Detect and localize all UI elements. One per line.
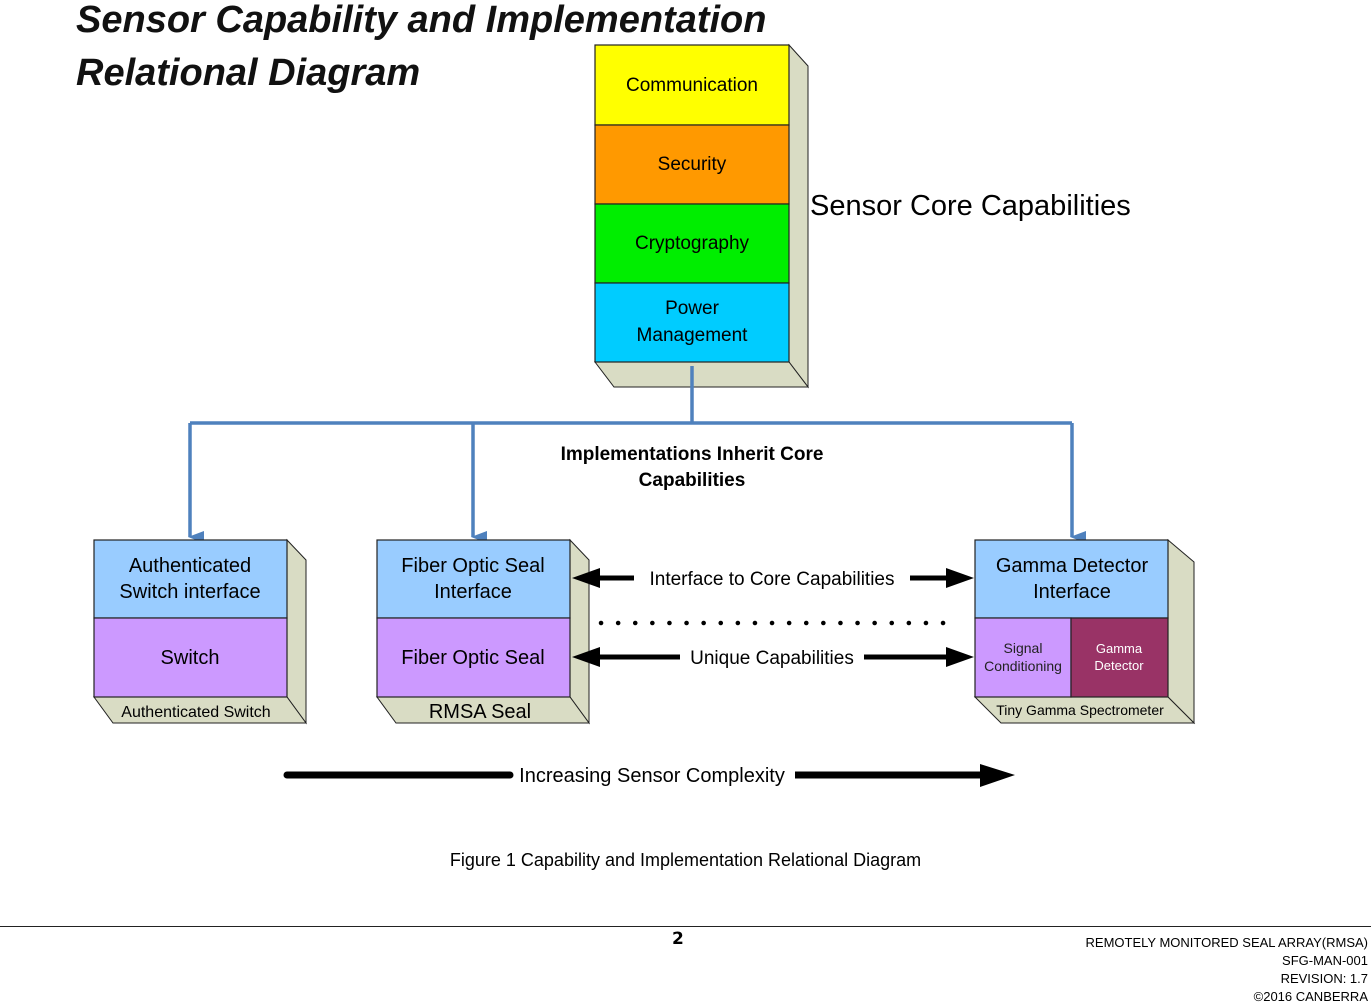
impl-box-side	[287, 540, 306, 723]
core-capabilities-label: Sensor Core Capabilities	[810, 190, 1131, 222]
footer-line-3: REVISION: 1.7	[1280, 971, 1368, 986]
core-layer-power-management	[595, 283, 789, 362]
interface-connector-label: Interface to Core Capabilities	[649, 569, 895, 590]
interface-block	[94, 540, 287, 618]
unique-label: Fiber Optic Seal	[401, 647, 545, 669]
interface-label-line-1: Fiber Optic Seal	[401, 555, 545, 577]
core-stack	[595, 45, 808, 387]
footer-line-1: REMOTELY MONITORED SEAL ARRAY(RMSA)	[1085, 935, 1368, 950]
inherit-label-line-2: Capabilities	[638, 470, 746, 491]
interface-label-line-1: Authenticated	[128, 555, 252, 577]
unique-label: Switch	[160, 647, 220, 669]
signal-conditioning-label-line-2: Conditioning	[984, 658, 1062, 674]
core-label-management: Management	[636, 325, 748, 346]
interface-block	[377, 540, 570, 618]
interface-label-line-1: Gamma Detector	[995, 555, 1149, 577]
interface-label-line-2: Switch interface	[119, 581, 261, 603]
core-stack-side	[789, 45, 808, 387]
interface-connector-right-head	[946, 568, 974, 588]
core-label-cryptography: Cryptography	[634, 233, 750, 254]
core-label-power: Power	[665, 298, 719, 319]
implementation-rmsa-seal	[377, 540, 589, 723]
impl-box-side	[570, 540, 589, 723]
implementation-base-label: RMSA Seal	[428, 701, 532, 723]
interface-block	[975, 540, 1168, 618]
implementation-authenticated-switch	[94, 540, 306, 723]
page-number: 2	[672, 929, 684, 949]
complexity-arrow-head	[980, 764, 1015, 787]
footer-line-2: SFG-MAN-001	[1282, 953, 1368, 968]
unique-connector-right-head	[946, 647, 974, 667]
footer-line-4: ©2016 CANBERRA	[1253, 989, 1368, 1004]
impl-box-side	[1168, 540, 1194, 723]
interface-connector	[572, 568, 974, 590]
implementation-tiny-gamma-spectrometer	[975, 540, 1194, 723]
unique-connector	[572, 647, 974, 669]
implementation-base-label: Authenticated Switch	[121, 704, 271, 721]
complexity-arrow	[287, 764, 1015, 787]
interface-label-line-2: Interface	[434, 581, 512, 603]
gamma-detector-label-line-2: Detector	[1094, 658, 1144, 673]
title-line-2: Relational Diagram	[76, 52, 421, 94]
figure-caption: Figure 1 Capability and Implementation Relational Diagram	[449, 850, 922, 870]
core-label-communication: Communication	[626, 75, 758, 96]
core-stack-bottom	[595, 362, 808, 387]
title-line-1: Sensor Capability and Implementation	[76, 0, 767, 41]
footer-divider	[0, 926, 1371, 927]
interface-label-line-2: Interface	[1033, 581, 1111, 603]
unique-connector-label: Unique Capabilities	[690, 648, 854, 669]
core-label-security: Security	[657, 154, 727, 175]
gamma-detector-label-line-1: Gamma	[1095, 641, 1143, 656]
inherit-label-line-1: Implementations Inherit Core	[560, 444, 824, 465]
implementation-base-label: Tiny Gamma Spectrometer	[996, 702, 1164, 718]
complexity-arrow-label: Increasing Sensor Complexity	[519, 765, 785, 787]
footer-document-info	[1086, 934, 1368, 1006]
signal-conditioning-label-line-1: Signal	[1003, 640, 1043, 656]
